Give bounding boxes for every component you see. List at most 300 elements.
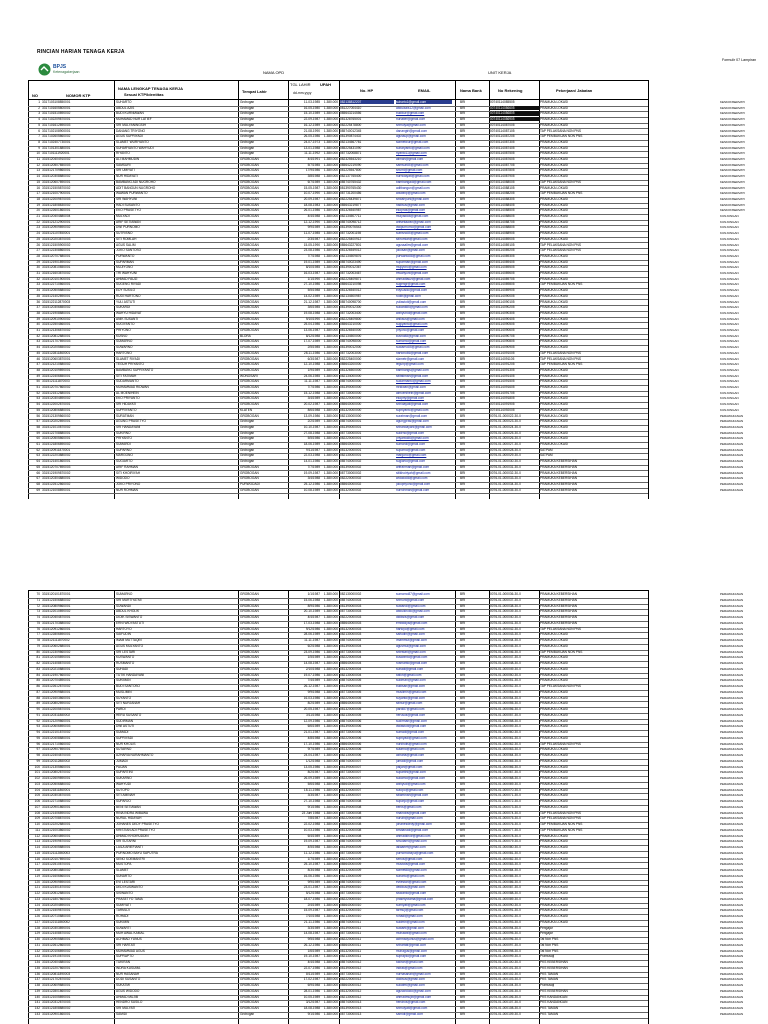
email-link[interactable]: nurhasanah@gmail.com xyxy=(396,971,431,976)
table-row[interactable] xyxy=(0,265,768,269)
email-link[interactable]: pardi87@gmail.com xyxy=(396,707,425,711)
table-row[interactable] xyxy=(0,123,768,127)
row-number: 43 xyxy=(36,339,40,344)
email-link[interactable]: bambangadi@gmail.com xyxy=(396,179,432,184)
email-link[interactable]: edysusilo@gmail.com xyxy=(396,288,428,293)
email-link[interactable]: sutopo@gmail.com xyxy=(396,787,424,792)
table-row[interactable] xyxy=(0,288,768,292)
email-link[interactable]: arifsetiawan@gmail.com xyxy=(396,219,431,224)
email-link[interactable]: srimulya@gmail.com xyxy=(396,122,426,127)
table-row[interactable] xyxy=(0,983,768,987)
email-link[interactable]: suparjo@gmail.com xyxy=(396,799,425,803)
email-link[interactable]: nurkholis@gmail.com xyxy=(396,741,427,746)
email-link[interactable]: mujiyono@gmail.com xyxy=(396,265,427,270)
table-row[interactable] xyxy=(0,650,768,654)
email-link[interactable]: rusmanto@gmail.com xyxy=(396,661,428,665)
email-link[interactable]: nurlatief@gmail.com xyxy=(396,117,426,122)
table-row[interactable] xyxy=(0,851,768,855)
email-link[interactable]: evilestari@gmail.com xyxy=(396,879,427,884)
email-link[interactable]: hendros@gmail.com xyxy=(396,1000,426,1005)
email-link[interactable]: srilestari@gmail.com xyxy=(396,649,426,654)
table-row[interactable] xyxy=(0,431,768,435)
table-row[interactable] xyxy=(0,638,768,642)
table-row[interactable] xyxy=(0,868,768,872)
email-link[interactable]: sumarno@gmail.com xyxy=(396,339,427,344)
email-link[interactable]: abdulazis12@gmail.com xyxy=(396,105,431,110)
email-link[interactable]: suharto1@gmail.com xyxy=(396,100,452,104)
table-row[interactable] xyxy=(0,208,768,212)
email-link[interactable]: hadisus@gmail.com xyxy=(396,202,425,207)
name-cell: RUDI HARTONO xyxy=(116,293,141,298)
email-link[interactable]: sudarmanto@gmail.com xyxy=(396,379,431,384)
email-link[interactable]: dwipurnomo@gmail.com xyxy=(396,225,432,230)
table-row[interactable] xyxy=(0,920,768,924)
email-link[interactable]: supartini@gmail.com xyxy=(396,770,426,775)
email-link[interactable]: mridwan@gmail.com xyxy=(396,385,426,389)
email-link[interactable]: budisan@gmail.com xyxy=(396,684,425,688)
table-row[interactable] xyxy=(0,661,768,665)
table-row[interactable] xyxy=(0,163,768,167)
email-link[interactable]: kristianadi@gmail.com xyxy=(396,827,429,832)
email-link[interactable]: sitinur@gmail.com xyxy=(396,701,423,706)
table-row[interactable] xyxy=(0,271,768,275)
table-row[interactable] xyxy=(0,690,768,694)
email-link[interactable]: suhadi@gmail.com xyxy=(396,666,424,671)
email-link[interactable]: sumardi@gmail.com xyxy=(396,442,426,446)
table-row[interactable] xyxy=(0,151,768,155)
table-row[interactable] xyxy=(0,828,768,832)
email-link[interactable]: dwiastuti@gmail.com xyxy=(396,724,427,729)
table-row[interactable] xyxy=(0,960,768,964)
table-row[interactable] xyxy=(0,995,768,999)
table-row[interactable] xyxy=(0,436,768,440)
email-link[interactable]: ahmadmujib@gmail.com xyxy=(396,994,432,999)
table-row[interactable] xyxy=(0,632,768,636)
email-link[interactable]: slamet88@gmail.com xyxy=(396,868,427,872)
email-link[interactable]: sukirno@gmail.com xyxy=(396,430,425,435)
table-row[interactable] xyxy=(0,225,768,229)
email-link[interactable]: danangtri@gmail.com xyxy=(396,128,428,133)
table-row[interactable] xyxy=(0,425,768,429)
table-row[interactable] xyxy=(0,805,768,809)
email-link[interactable]: sukimin@gmail.com xyxy=(396,919,425,924)
table-row[interactable] xyxy=(0,765,768,769)
table-row[interactable] xyxy=(0,914,768,918)
table-row[interactable] xyxy=(0,186,768,190)
table-row[interactable] xyxy=(0,488,768,492)
table-row[interactable] xyxy=(0,482,768,486)
table-row[interactable] xyxy=(0,197,768,201)
email-link[interactable]: riyanto11@gmail.com xyxy=(396,151,427,156)
table-row[interactable] xyxy=(0,237,768,241)
email-link[interactable]: sutrisno85@gmail.com xyxy=(396,231,429,236)
email-link[interactable]: agungpras@gmail.com xyxy=(396,419,429,424)
table-row[interactable] xyxy=(0,357,768,361)
table-row[interactable] xyxy=(0,684,768,688)
email-link[interactable]: sukatmi@gmail.com xyxy=(396,983,425,987)
table-row[interactable] xyxy=(0,385,768,389)
email-link[interactable]: sugiarto@gmail.com xyxy=(396,459,426,464)
email-link[interactable]: purwanto88@gmail.com xyxy=(396,253,431,258)
email-link[interactable]: suprapto@gmail.com xyxy=(396,954,427,959)
table-row[interactable] xyxy=(0,374,768,378)
email-link[interactable]: sriwahyuni@gmail.com xyxy=(396,196,429,201)
email-link[interactable]: sukardi85@gmail.com xyxy=(396,305,428,310)
email-link[interactable]: agussalim@gmail.com xyxy=(396,242,429,247)
email-link[interactable]: suwarti@gmail.com xyxy=(396,925,424,930)
table-row[interactable] xyxy=(0,220,768,224)
email-link[interactable]: sudirman@gmail.com xyxy=(396,718,427,723)
email-link[interactable]: srimurti@gmail.com xyxy=(396,597,425,602)
email-link[interactable]: sukiman@gmail.com xyxy=(396,678,426,683)
table-row[interactable] xyxy=(0,322,768,326)
table-row[interactable] xyxy=(0,592,768,596)
email-link[interactable]: suyanto@gmail.com xyxy=(396,695,425,700)
email-link[interactable]: erniwidya@gmail.com xyxy=(396,620,428,625)
table-row[interactable] xyxy=(0,368,768,372)
table-row[interactable] xyxy=(0,408,768,412)
birthdate-cell: 9/1/1986 xyxy=(307,1011,320,1016)
table-row[interactable] xyxy=(0,730,768,734)
email-link[interactable]: sutarno@gmail.com xyxy=(396,747,425,752)
email-link[interactable]: muhagus@gmail.com xyxy=(396,948,427,953)
table-row[interactable] xyxy=(0,345,768,349)
email-link[interactable]: suwandi@gmail.com xyxy=(396,603,426,608)
table-row[interactable] xyxy=(0,822,768,826)
email-link[interactable]: muslimin@gmail.com xyxy=(396,689,427,694)
table-row[interactable] xyxy=(0,134,768,138)
email-link[interactable]: widodo88@gmail.com xyxy=(396,476,428,481)
email-link[interactable]: alimah@gmail.com xyxy=(396,157,424,161)
email-link[interactable]: kuswanto@gmail.com xyxy=(396,655,428,660)
table-row[interactable] xyxy=(0,949,768,953)
email-link[interactable]: nurhidayati@gmail.com xyxy=(396,174,430,179)
email-link[interactable]: herusus@gmail.com xyxy=(396,712,426,717)
table-row[interactable] xyxy=(0,770,768,774)
email-link[interactable]: agussup@gmail.com xyxy=(396,134,426,139)
table-row[interactable] xyxy=(0,788,768,792)
table-row[interactable] xyxy=(0,839,768,843)
email-link[interactable]: margono@gmail.com xyxy=(396,453,427,458)
email-link[interactable]: supriyanto@gmail.com xyxy=(396,407,429,412)
email-link[interactable]: triwahyuni@gmail.com xyxy=(396,271,429,275)
table-row[interactable] xyxy=(0,621,768,625)
email-link[interactable]: sitikhoiriyah@gmail.com xyxy=(396,470,431,475)
email-link[interactable]: nurulh@gmail.com xyxy=(396,816,423,821)
table-row[interactable] xyxy=(0,111,768,115)
table-row[interactable] xyxy=(0,696,768,700)
email-link[interactable]: indrak@gmail.com xyxy=(396,965,423,970)
email-link[interactable]: jokopriyono@gmail.com xyxy=(396,481,431,486)
table-row[interactable] xyxy=(0,937,768,941)
email-link[interactable]: rohadi@gmail.com xyxy=(396,914,423,918)
table-row[interactable] xyxy=(0,157,768,161)
email-link[interactable]: ahmadfauzi@gmail.com xyxy=(396,276,431,281)
table-row[interactable] xyxy=(0,834,768,838)
email-link[interactable]: senos@gmail.com xyxy=(396,856,423,861)
email-link[interactable]: almoenihein@gmail.com xyxy=(396,390,431,395)
email-link[interactable]: mustofa@gmail.com xyxy=(396,862,426,867)
email-link[interactable]: tarmuji@gmail.com xyxy=(396,908,424,913)
email-link[interactable]: sitiromlah@gmail.com xyxy=(396,236,428,241)
table-row[interactable] xyxy=(0,701,768,705)
email-link[interactable]: suratman@gmail.com xyxy=(396,413,428,418)
table-row[interactable] xyxy=(0,609,768,613)
table-row[interactable] xyxy=(0,174,768,178)
table-row[interactable] xyxy=(0,845,768,849)
table-row[interactable] xyxy=(0,317,768,321)
table-row[interactable] xyxy=(0,254,768,258)
email-link[interactable]: bambangs@gmail.com xyxy=(396,367,429,372)
table-row[interactable] xyxy=(0,300,768,304)
email-link[interactable]: siswanto@gmail.com xyxy=(396,891,427,895)
table-row[interactable] xyxy=(0,857,768,861)
table-row[interactable] xyxy=(0,311,768,315)
table-row[interactable] xyxy=(0,1006,768,1010)
email-link[interactable]: prasetyotama@gmail.com xyxy=(396,896,434,901)
table-row[interactable] xyxy=(0,100,768,104)
table-row[interactable] xyxy=(0,453,768,457)
table-row[interactable] xyxy=(0,747,768,751)
table-row[interactable] xyxy=(0,117,768,121)
table-row[interactable] xyxy=(0,793,768,797)
email-link[interactable]: srimulyati@gmail.com xyxy=(396,1006,428,1010)
email-link[interactable]: sumadi@gmail.com xyxy=(396,730,425,734)
email-link[interactable]: srisutarni@gmail.com xyxy=(396,839,427,844)
email-link[interactable]: slametr@gmail.com xyxy=(396,356,425,361)
table-row[interactable] xyxy=(0,799,768,803)
table-row[interactable] xyxy=(0,742,768,746)
birthdate-cell: 4/5/1988 xyxy=(307,845,320,849)
email-link[interactable]: aditbangun@gmail.com xyxy=(396,185,430,190)
table-row[interactable] xyxy=(0,678,768,682)
email-link[interactable]: srihartati@gmail.com xyxy=(396,942,426,947)
table-row[interactable] xyxy=(0,129,768,133)
email-link[interactable]: sunarto@gmail.com xyxy=(396,873,425,878)
table-row[interactable] xyxy=(0,339,768,343)
email-link[interactable]: teguhp@gmail.com xyxy=(396,362,424,367)
table-row[interactable] xyxy=(0,977,768,981)
email-link[interactable]: purnomobayu@gmail.com xyxy=(396,850,434,855)
table-row[interactable] xyxy=(0,459,768,463)
table-row[interactable] xyxy=(0,811,768,815)
email-link[interactable]: sugiyanto@gmail.com xyxy=(396,322,428,327)
table-row[interactable] xyxy=(0,972,768,976)
table-row[interactable] xyxy=(0,231,768,235)
email-link[interactable]: hartoyo@gmail.com xyxy=(396,626,425,631)
table-row[interactable] xyxy=(0,891,768,895)
email-link[interactable]: didiksis@gmail.com xyxy=(396,615,425,619)
email-link[interactable]: sugengr@gmail.com xyxy=(396,282,426,287)
email-link[interactable]: muhawal@gmail.com xyxy=(396,931,427,936)
table-row[interactable] xyxy=(0,396,768,400)
table-row[interactable] xyxy=(0,615,768,619)
email-link[interactable]: ekopras@gmail.com xyxy=(396,208,426,213)
email-link[interactable]: jokosan@gmail.com xyxy=(396,248,425,253)
email-link[interactable]: aniksus@gmail.com xyxy=(396,316,425,321)
table-row[interactable] xyxy=(0,908,768,912)
table-row[interactable] xyxy=(0,203,768,207)
table-row[interactable] xyxy=(0,897,768,901)
email-link[interactable]: samsuri85@gmail.com xyxy=(396,162,429,167)
email-link[interactable]: sitiaminah@gmail.com xyxy=(396,793,429,798)
table-row[interactable] xyxy=(0,379,768,383)
email-link[interactable]: samidi@gmail.com xyxy=(396,1011,423,1016)
table-row[interactable] xyxy=(0,736,768,740)
table-row[interactable] xyxy=(0,954,768,958)
table-row[interactable] xyxy=(0,294,768,298)
email-link[interactable]: sumiyati@gmail.com xyxy=(396,902,426,907)
email-link[interactable]: arifrahman@gmail.com xyxy=(396,464,429,469)
email-link[interactable]: wahyudi@gmail.com xyxy=(396,781,426,786)
email-link[interactable]: benis@gmail.com xyxy=(396,804,422,809)
table-row[interactable] xyxy=(0,1000,768,1004)
ktp-cell: 3315122010890002 xyxy=(42,609,71,614)
table-row[interactable] xyxy=(0,146,768,150)
email-link[interactable]: mulyadi88@gmail.com xyxy=(396,214,429,218)
table-row[interactable] xyxy=(0,598,768,602)
email-link[interactable]: suparman@gmail.com xyxy=(396,259,428,264)
table-row[interactable] xyxy=(0,759,768,763)
email-link[interactable]: achmadyunus@gmail.com xyxy=(396,937,434,941)
email-link[interactable]: johanesdedy@gmail.com xyxy=(396,822,432,826)
email-link[interactable]: yuliastuti@gmail.com xyxy=(396,299,427,304)
email-link[interactable]: paijan@gmail.com xyxy=(396,764,423,769)
email-link[interactable]: slametwur@gmail.com xyxy=(396,139,429,144)
email-link[interactable]: agusmul@gmail.com xyxy=(396,643,426,648)
table-row[interactable] xyxy=(0,248,768,252)
table-row[interactable] xyxy=(0,874,768,878)
email-link[interactable]: dodisus@gmail.com xyxy=(396,977,425,982)
table-row[interactable] xyxy=(0,713,768,717)
email-link[interactable]: suharyanto@gmail.com xyxy=(396,145,430,150)
table-row[interactable] xyxy=(0,776,768,780)
table-row[interactable] xyxy=(0,885,768,889)
table-row[interactable] xyxy=(0,707,768,711)
table-row[interactable] xyxy=(0,753,768,757)
birthdate-cell: 3/3/1989 xyxy=(307,925,320,930)
table-row[interactable] xyxy=(0,471,768,475)
email-link[interactable]: ahmadkhoir@gmail.com xyxy=(396,833,431,838)
unit-cell: PERAWAKANAN xyxy=(720,873,744,878)
email-link[interactable]: srihandayani@gmail.com xyxy=(396,424,432,429)
table-row[interactable] xyxy=(0,334,768,338)
account-cell: 0076-01-000051-30-0 xyxy=(490,678,521,683)
email-link[interactable]: srihidayati@gmail.com xyxy=(396,402,429,407)
table-row[interactable] xyxy=(0,724,768,728)
email-link[interactable]: suparno@gmail.com xyxy=(396,447,426,452)
email-link[interactable]: rinaindra@gmail.com xyxy=(396,810,427,815)
unit-cell: PERAWAKANAN xyxy=(720,430,744,435)
email-link[interactable]: sukarno@gmail.com xyxy=(396,776,426,780)
email-link[interactable]: sumarno87@gmail.com xyxy=(396,592,430,596)
email-link[interactable]: wahyuhid@gmail.com xyxy=(396,310,428,315)
bank-cell: BRI xyxy=(460,459,466,464)
table-row[interactable] xyxy=(0,943,768,947)
email-link[interactable]: imammut@gmail.com xyxy=(396,638,427,642)
col-no-hp: No. HP xyxy=(360,88,374,93)
email-link[interactable]: abdulkholik@gmail.com xyxy=(396,609,430,614)
email-link[interactable]: budikur@gmail.com xyxy=(396,111,425,116)
table-row[interactable] xyxy=(0,260,768,264)
email-link[interactable]: priyanto86@gmail.com xyxy=(396,436,429,441)
table-row[interactable] xyxy=(0,191,768,195)
table-row[interactable] xyxy=(0,667,768,671)
table-row[interactable] xyxy=(0,966,768,970)
email-link[interactable]: supriyadi@gmail.com xyxy=(396,735,427,740)
email-link[interactable]: priyono@gmail.com xyxy=(396,328,425,332)
table-row[interactable] xyxy=(0,476,768,480)
table-row[interactable] xyxy=(0,465,768,469)
birthplace-cell: GROBOGAN xyxy=(240,960,259,964)
email-link[interactable]: dedikus@gmail.com xyxy=(396,885,425,890)
email-link[interactable]: suwarno85@gmail.com xyxy=(396,345,430,350)
table-row[interactable] xyxy=(0,214,768,218)
table-row[interactable] xyxy=(0,305,768,309)
account-cell: 0076-01-000059-30-0 xyxy=(490,724,521,729)
table-row[interactable] xyxy=(0,282,768,286)
email-link[interactable]: nurrohman@gmail.com xyxy=(396,487,430,492)
email-link[interactable]: wawanp@gmail.com xyxy=(396,191,426,196)
table-row[interactable] xyxy=(0,243,768,247)
table-row[interactable] xyxy=(0,644,768,648)
table-row[interactable] xyxy=(0,931,768,935)
email-link[interactable]: sriumi@gmail.com xyxy=(396,168,423,173)
table-row[interactable] xyxy=(0,880,768,884)
table-row[interactable] xyxy=(0,168,768,172)
table-row[interactable] xyxy=(0,1012,768,1016)
table-row[interactable] xyxy=(0,351,768,355)
table-row[interactable] xyxy=(0,106,768,110)
table-row[interactable] xyxy=(0,448,768,452)
table-row[interactable] xyxy=(0,140,768,144)
table-row[interactable] xyxy=(0,862,768,866)
email-link[interactable]: sitifatimah@gmail.com xyxy=(396,373,429,378)
table-row[interactable] xyxy=(0,989,768,993)
table-row[interactable] xyxy=(0,442,768,446)
email-link[interactable]: lailaarief@gmail.com xyxy=(396,845,426,849)
table-row[interactable] xyxy=(0,414,768,418)
email-link[interactable]: rudih@gmail.com xyxy=(396,293,421,298)
table-row[interactable] xyxy=(0,362,768,366)
email-link[interactable]: aguswidodo@gmail.com xyxy=(396,988,431,993)
table-row[interactable] xyxy=(0,655,768,659)
table-row[interactable] xyxy=(0,328,768,332)
email-link[interactable]: kusno88@gmail.com xyxy=(396,333,426,338)
table-row[interactable] xyxy=(0,180,768,184)
email-link[interactable]: jumadi@gmail.com xyxy=(396,758,424,763)
table-row[interactable] xyxy=(0,604,768,608)
table-row[interactable] xyxy=(0,903,768,907)
table-row[interactable] xyxy=(0,816,768,820)
email-link[interactable]: saifudin@gmail.com xyxy=(396,632,425,637)
table-row[interactable] xyxy=(0,719,768,723)
email-link[interactable]: hartono86@gmail.com xyxy=(396,350,429,355)
table-row[interactable] xyxy=(0,673,768,677)
email-link[interactable]: ekopriy@gmail.com xyxy=(396,396,425,401)
table-row[interactable] xyxy=(0,782,768,786)
table-row[interactable] xyxy=(0,926,768,930)
email-link[interactable]: tukiran@gmail.com xyxy=(396,960,424,964)
table-row[interactable] xyxy=(0,391,768,395)
email-link[interactable]: tutikh@gmail.com xyxy=(396,672,422,677)
email-link[interactable]: azharia@gmail.com xyxy=(396,753,425,757)
col-email: EMAIL xyxy=(418,88,431,93)
table-row[interactable] xyxy=(0,627,768,631)
table-row[interactable] xyxy=(0,277,768,281)
table-row[interactable] xyxy=(0,419,768,423)
table-row[interactable] xyxy=(0,402,768,406)
